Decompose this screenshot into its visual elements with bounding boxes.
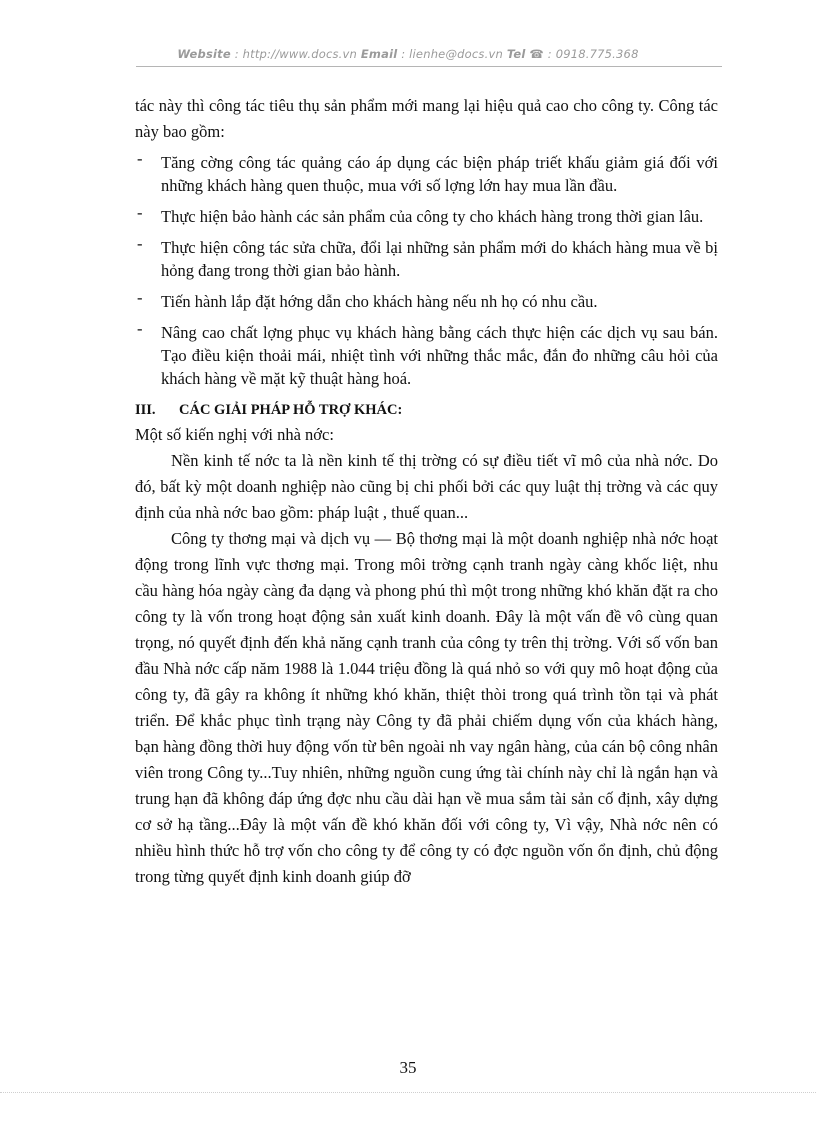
list-item: - Thực hiện công tác sửa chữa, đổi lại những sản phẩm mới do khách hàng mua về bị hỏng đang trong thời gian bảo hành. <box>135 236 718 282</box>
page-body <box>135 93 718 890</box>
email-label: Email <box>360 47 398 61</box>
page-number: 35 <box>399 1058 417 1077</box>
bullet-list <box>135 151 718 390</box>
section-heading <box>135 398 718 422</box>
paragraph-2: Công ty thơng mại và dịch vụ — Bộ thơng mại là một doanh nghiệp nhà nớc hoạt động trong lĩnh vực thơng mại. Trong môi trờng cạnh tranh ngày càng khốc liệt, nhu cầu hàng hóa ngày càng đa dạng và phong phú thì một trong những khó khăn đặt ra cho công ty là vốn trong hoạt động sản xuất kinh doanh. Đây là một vấn đề vô cùng quan trọng, nó quyết định đến khả năng cạnh tranh của công ty trên thị trờng. Với số vốn ban đầu Nhà nớc cấp năm 1988 là 1.044 triệu đồng là quá nhỏ so với quy mô hoạt động của công ty, đã gây ra không ít những khó khăn, thiệt thòi trong quá trình tồn tại và phát triển. Để khắc phục tình trạng này Công ty đã phải chiếm dụng vốn của khách hàng, bạn hàng đồng thời huy động vốn từ bên ngoài nh vay ngân hàng, của cán bộ công nhân viên trong Công ty...Tuy nhiên, những nguồn cung ứng tài chính này chỉ là ngắn hạn và trung hạn đã không đáp ứng đợc nhu cầu dài hạn về mua sắm tài sản cố định, xây dựng cơ sở hạ tầng...Đây là một vấn đề khó khăn đối với công ty, Vì vậy, Nhà nớc nên có nhiều hình thức hỗ trợ vốn cho công ty để công ty có đợc nguồn vốn ổn định, chủ động trong từng quyết định kinh doanh giúp đỡ <box>135 529 718 886</box>
section-title: CÁC GIẢI PHÁP HỖ TRỢ KHÁC: <box>179 402 403 418</box>
website-label: Website <box>177 47 231 61</box>
email-value: : lienhe@docs.vn <box>397 47 507 61</box>
website-value: : http://www.docs.vn <box>230 47 361 61</box>
section-number: III. <box>135 402 156 418</box>
header-divider <box>136 66 722 67</box>
tel-value: ☎ : 0918.775.368 <box>525 47 639 61</box>
paragraph-1: Nền kinh tế nớc ta là nền kinh tế thị trờng có sự điều tiết vĩ mô của nhà nớc. Do đó, bất kỳ một doanh nghiệp nào cũng bị chi phối bởi các quy luật thị trờng và các quy định của nhà nớc bao gồm: pháp luật , thuế quan... <box>135 451 718 522</box>
subheading: Một số kiến nghị với nhà nớc: <box>135 425 334 444</box>
list-item: - Tiến hành lắp đặt hớng dẫn cho khách hàng nếu nh họ có nhu cầu. <box>135 290 718 313</box>
list-item: - Thực hiện bảo hành các sản phẩm của công ty cho khách hàng trong thời gian lâu. <box>135 205 718 228</box>
intro-paragraph: tác này thì công tác tiêu thụ sản phẩm mới mang lại hiệu quả cao cho công ty. Công tác này bao gồm: <box>135 96 718 141</box>
tel-label: Tel <box>506 47 526 61</box>
page-header <box>0 47 816 61</box>
footer-divider <box>0 1092 816 1093</box>
list-item: - Tăng cờng công tác quảng cáo áp dụng các biện pháp triết khấu giảm giá đối với những khách hàng quen thuộc, mua với số lợng lớn hay mua lần đầu. <box>135 151 718 197</box>
list-item: - Nâng cao chất lợng phục vụ khách hàng bằng cách thực hiện các dịch vụ sau bán. Tạo điều kiện thoải mái, nhiệt tình với những thắc mắc, đắn đo những câu hỏi của khách hàng về mặt kỹ thuật hàng hoá. <box>135 321 718 390</box>
